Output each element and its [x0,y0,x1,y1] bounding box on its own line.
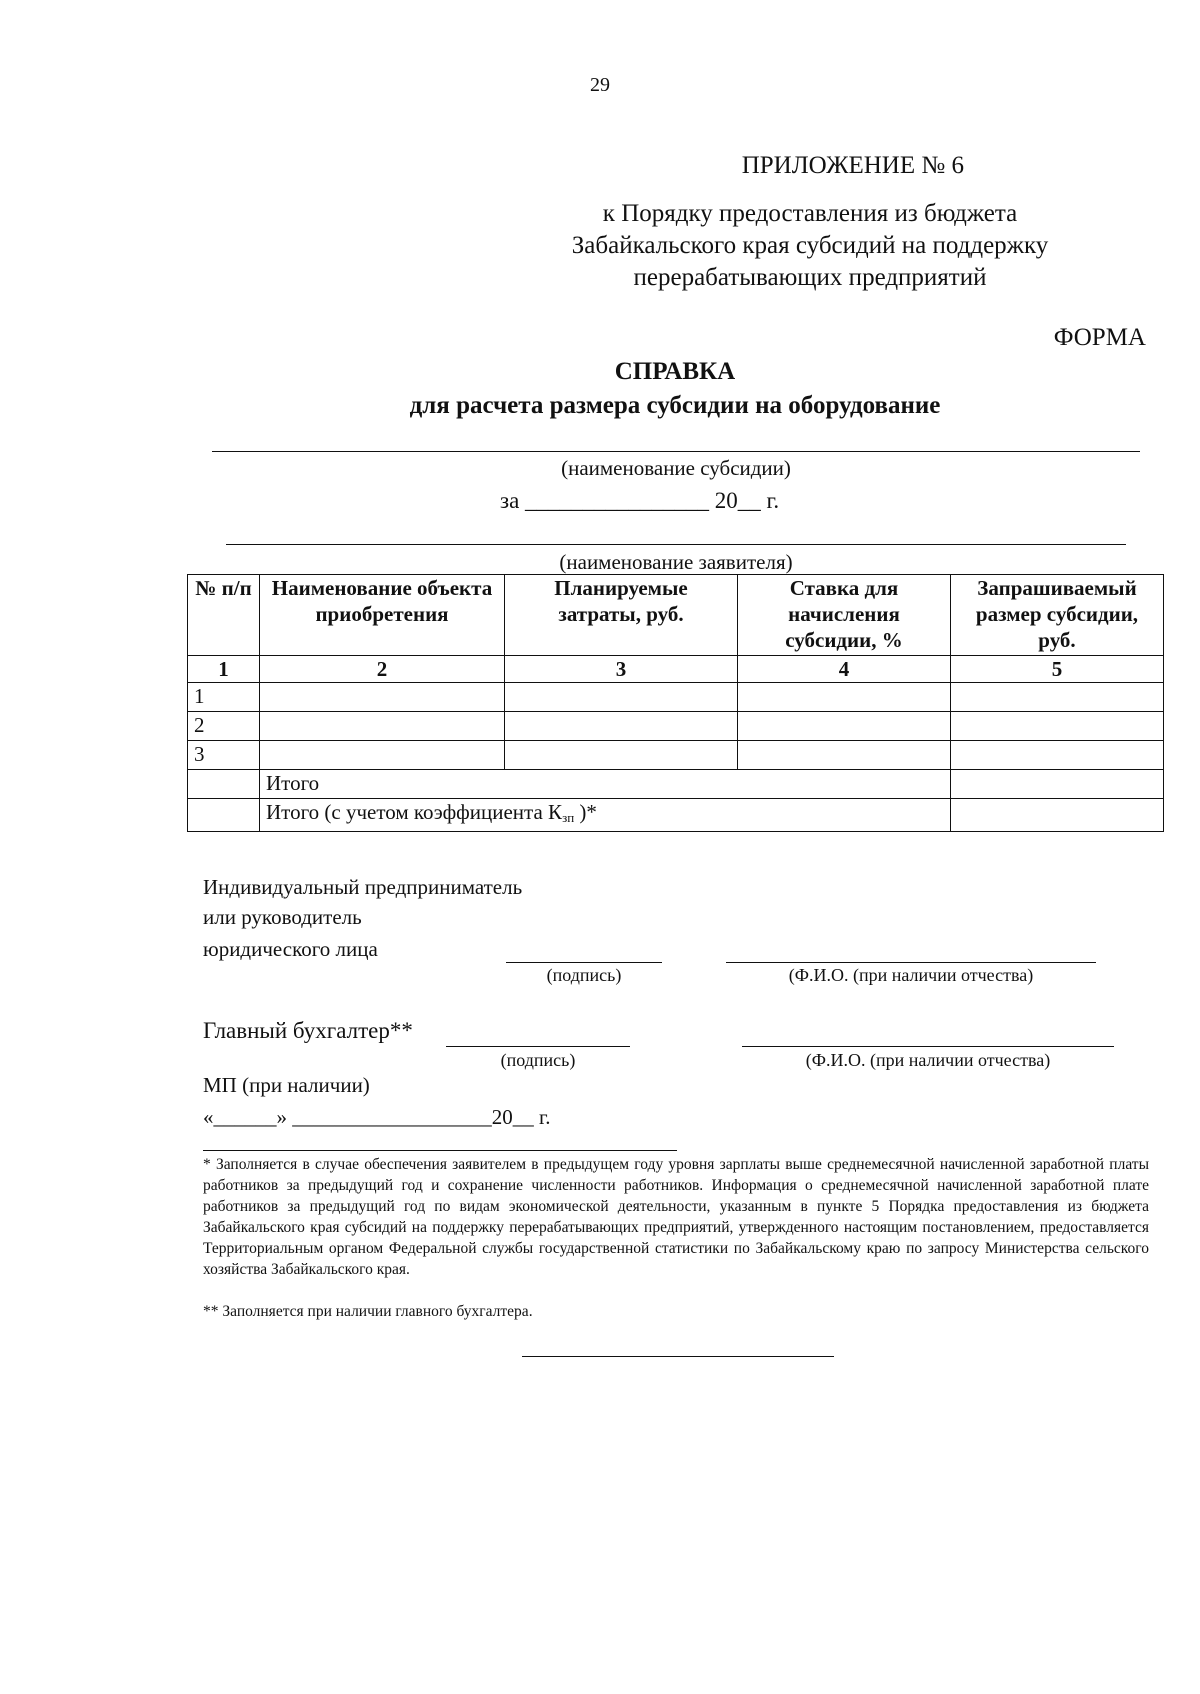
row-cell[interactable] [505,683,738,712]
table-header-row [188,575,1164,656]
header-rate: Ставка для начисления субсидии, % [738,575,951,656]
period-prefix: за [500,488,520,513]
end-line [522,1356,834,1357]
column-number: 4 [738,656,951,683]
appendix-line-1: к Порядку предоставления из бюджета [602,200,1018,227]
subsidy-table [187,574,1164,832]
row-cell[interactable] [260,712,505,741]
appendix-title: ПРИЛОЖЕНИЕ № 6 [741,152,964,179]
table-row [188,712,1164,741]
row-cell[interactable] [738,712,951,741]
row-cell[interactable] [951,683,1164,712]
applicant-name-line [226,544,1126,545]
appendix-line-2: Забайкальского края субсидий на поддержку [571,232,1049,259]
row-cell[interactable] [260,741,505,770]
total-value-cell[interactable] [951,770,1164,799]
row-number: 1 [188,683,260,712]
applicant-name-caption: (наименование заявителя) [559,550,793,574]
table-row [188,683,1164,712]
total-coefficient-value-cell[interactable] [951,799,1164,832]
column-number: 5 [951,656,1164,683]
row-cell[interactable] [951,741,1164,770]
table-row [188,741,1164,770]
header-number: № п/п [188,575,260,656]
footnote-separator [203,1150,677,1151]
document-subtitle: для расчета размера субсидии на оборудование [409,392,941,419]
total-coefficient-label: Итого (с учетом коэффициента $К_{зп}$ )* [260,799,951,832]
total-label: Итого [260,770,951,799]
date-line: «______» ___________________20__ г. [203,1105,551,1129]
subsidy-name-line [212,451,1140,452]
row-number: 2 [188,712,260,741]
header-requested-amount: Запрашиваемый размер субсидии, руб. [951,575,1164,656]
header-planned-costs: Планируемые затраты, руб. [505,575,738,656]
footnote-2: ** Заполняется при наличии главного бухгалтера. [203,1303,533,1320]
accountant-label: Главный бухгалтер** [203,1018,413,1043]
period-line [500,488,779,514]
accountant-signature-caption: (подпись) [500,1050,576,1070]
row-cell[interactable] [505,741,738,770]
column-number: 2 [260,656,505,683]
document-title: СПРАВКА [614,358,736,385]
total-row [188,770,1164,799]
subsidy-name-caption: (наименование субсидии) [561,456,791,480]
column-numbers-row [188,656,1164,683]
column-number: 3 [505,656,738,683]
accountant-fio-line[interactable] [742,1046,1114,1047]
period-year: 20__ г. [714,488,780,513]
entrepreneur-label-3: юридического лица [203,937,378,961]
entrepreneur-fio-caption: (Ф.И.О. (при наличии отчества) [788,965,1034,985]
accountant-fio-caption: (Ф.И.О. (при наличии отчества) [805,1050,1051,1070]
appendix-line-3: перерабатывающих предприятий [633,264,987,291]
accountant-signature-line[interactable] [446,1046,630,1047]
row-cell[interactable] [738,683,951,712]
entrepreneur-fio-line[interactable] [726,962,1096,963]
row-cell[interactable] [738,741,951,770]
page-number: 29 [590,74,610,96]
form-label: ФОРМА [1053,324,1146,351]
row-cell[interactable] [951,712,1164,741]
entrepreneur-signature-caption: (подпись) [546,965,622,985]
entrepreneur-label-2: или руководитель [203,905,362,929]
total-with-coefficient-row [188,799,1164,832]
row-number: 3 [188,741,260,770]
stamp-label: МП (при наличии) [203,1073,370,1097]
footnote-1: * Заполняется в случае обеспечения заявителем в предыдущем году уровня зарплаты выше среднемесячной начисленной заработной платы работников за предыдущий год и сохранение численности работников. Информация о среднемесячной начисленной заработной плате работников за предыдущий год по видам экономической деятельности, указанным в пункте 5 Порядка предоставления из бюджета Забайкальского края субсидий на поддержку перерабатывающих предприятий, утвержденного настоящим постановлением, предоставляется Территориальным органом Федеральной службы государственной статистики по Забайкальскому краю по запросу Министерства сельского хозяйства Забайкальского края. [203,1156,1149,1278]
period-blank: ________________ [525,488,710,513]
column-number: 1 [188,656,260,683]
entrepreneur-label-1: Индивидуальный предприниматель [203,875,523,899]
row-cell[interactable] [260,683,505,712]
header-object-name: Наименование объекта приобретения [260,575,505,656]
row-cell[interactable] [505,712,738,741]
entrepreneur-signature-line[interactable] [506,962,662,963]
